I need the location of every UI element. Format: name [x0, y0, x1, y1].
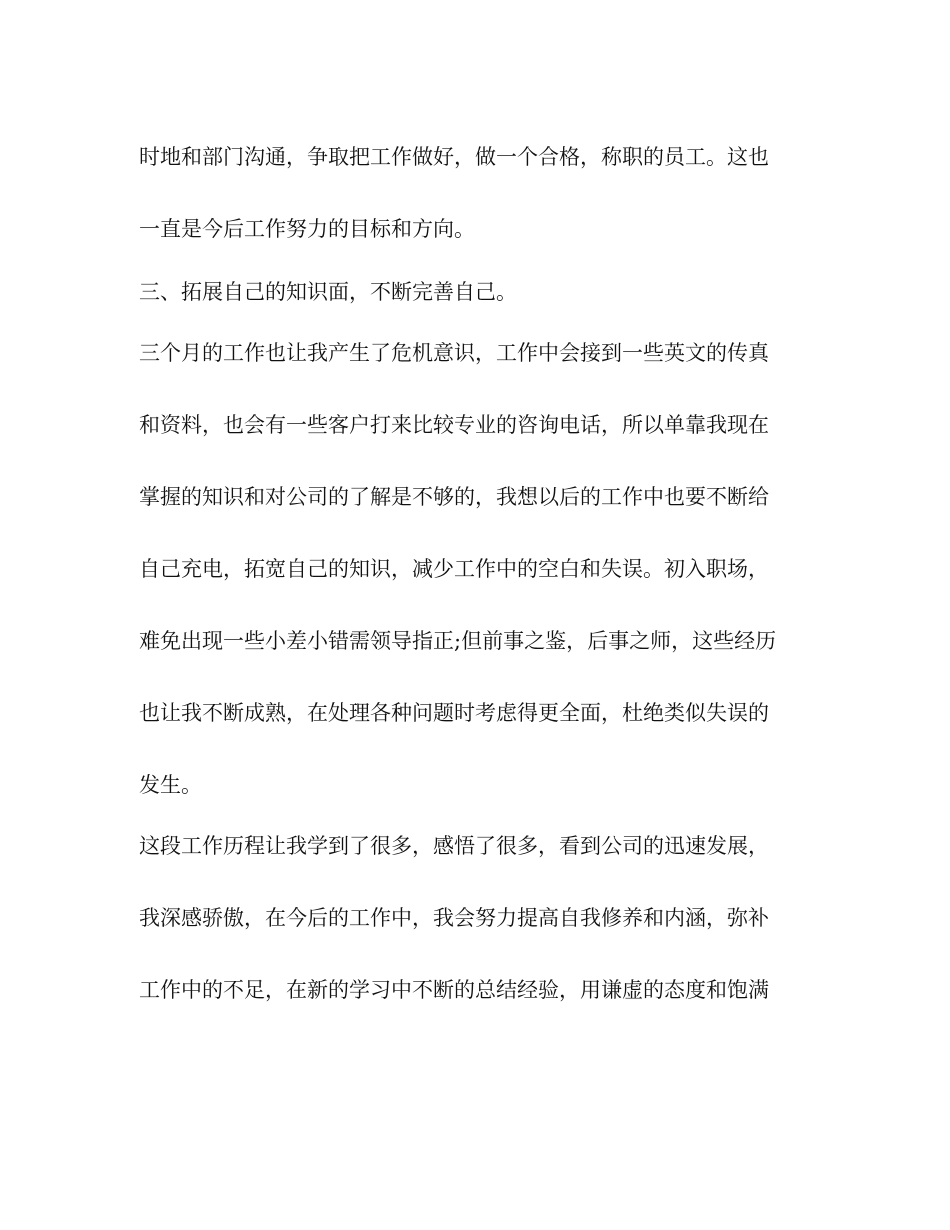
text-line: 工作中的不足，在新的学习中不断的总结经验，用谦虚的态度和饱满 [139, 978, 769, 1002]
text-line: 这段工作历程让我学到了很多，感悟了很多，看到公司的迅速发展， [139, 834, 769, 858]
text-line: 三个月的工作也让我产生了危机意识，工作中会接到一些英文的传真 [139, 341, 769, 365]
text-line: 发生。 [139, 773, 202, 797]
text-line: 也让我不断成熟，在处理各种问题时考虑得更全面，杜绝类似失误的 [139, 701, 769, 725]
text-line: 时地和部门沟通，争取把工作做好，做一个合格，称职的员工。这也 [139, 145, 769, 169]
text-line: 我深感骄傲，在今后的工作中，我会努力提高自我修养和内涵，弥补 [139, 906, 769, 930]
text-line: 自己充电，拓宽自己的知识，减少工作中的空白和失误。初入职场， [139, 557, 769, 581]
section-heading: 三、拓展自己的知识面，不断完善自己。 [139, 280, 517, 304]
text-line: 和资料，也会有一些客户打来比较专业的咨询电话，所以单靠我现在 [139, 413, 769, 437]
text-line: 一直是今后工作努力的目标和方向。 [139, 217, 475, 241]
text-line: 难免出现一些小差小错需领导指正;但前事之鉴，后事之师，这些经历 [139, 629, 777, 653]
text-line: 掌握的知识和对公司的了解是不够的，我想以后的工作中也要不断给 [139, 485, 769, 509]
